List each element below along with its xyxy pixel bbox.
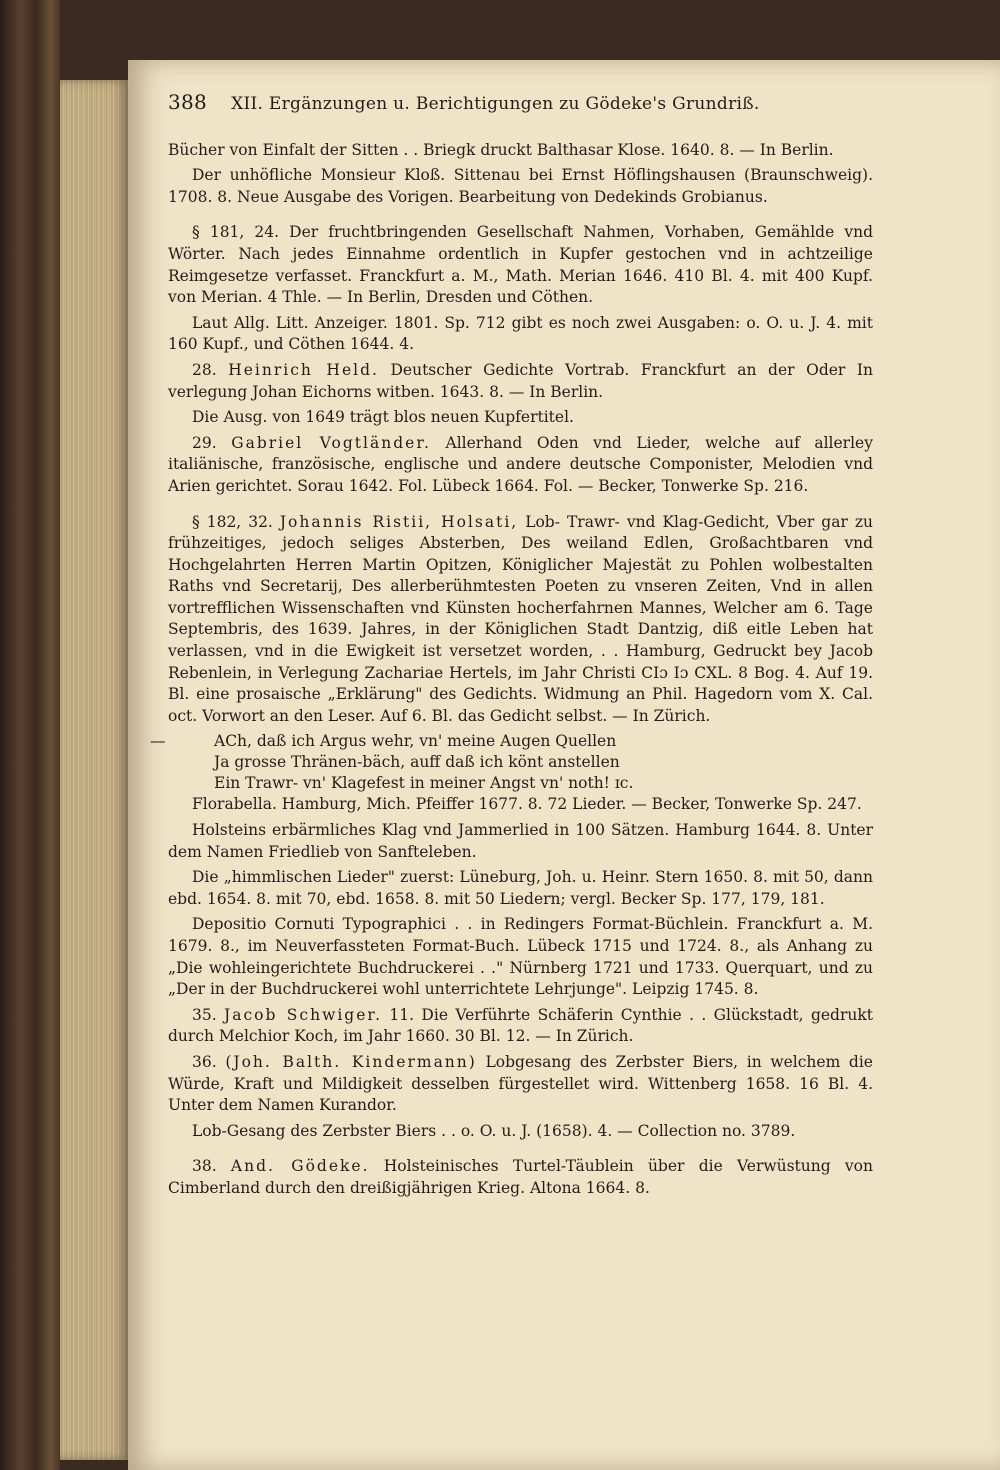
entry-author: Jacob Schwiger. xyxy=(224,1005,383,1024)
entry-text: Lobgesang des Zerbster Biers, in welchem die Würde, Kraft und Mildigkeit desselben fürgestellet wird. Wittenberg 1658. 16 Bl. 4. Unter dem Namen Kurandor. xyxy=(168,1052,873,1115)
entry-text: Allerhand Oden vnd Lieder, welche auf allerley italiänische, französische, englische und andere deutsche Componister, Melodien vnd Arien gerichtet. Sorau 1642. Fol. Lübeck 1664. Fol. — Becker, Tonwerke Sp. 216. xyxy=(168,433,873,495)
verse-line: Ein Trawr- vn' Klagefest in meiner Angst vn' noth! ɪc. xyxy=(214,774,634,793)
entry-32 xyxy=(168,512,873,728)
paragraph: Bücher von Einfalt der Sitten . . Briegk druckt Balthasar Klose. 1640. 8. — In Berlin. xyxy=(168,140,834,159)
paragraph: Der unhöfliche Monsieur Kloß. Sittenau bei Ernst Höflingshausen (Braunschweig). 1708. 8. Neue Ausgabe des Vorigen. Bearbeitung von Dedekinds Grobianus. xyxy=(168,166,873,206)
paragraph: Laut Allg. Litt. Anzeiger. 1801. Sp. 712 gibt es noch zwei Ausgaben: o. O. u. J. 4. mit 160 Kupf., und Cöthen 1644. 4. xyxy=(168,313,873,354)
entry-text: 11. Die Verführte Schäferin Cynthie . . Glückstadt, gedrukt durch Melchior Koch, im Jahr 1660. 30 Bl. 12. — In Zürich. xyxy=(168,1005,873,1046)
page-number: 388 xyxy=(168,90,208,114)
entry-text: Lob- Trawr- vnd Klag-Gedicht, Vber gar zu frühzeitiges, jedoch seliges Absterben, Des weiland Edlen, Großachtbaren vnd Hochgelahrten Herren Martin Opitzen, Königlicher Majestät zu Pohlen wolbestalten Raths vnd Secretarij, Des allerberühmtesten Poeten zu vnseren Zeiten, Vnd in allen vortrefflichen Wissenschaften vnd Künsten hocherfahrnen Mannes, Welcher am 6. Tage Septembris, des 1639. Jahres, in der Königlichen Stadt Dantzig, diß eitle Leben hat verlassen, vnd in die Ewigkeit ist versetzet worden, . . Hamburg, Gedruckt bey Jacob Rebenlein, in Verlegung Zachariae Hertels, im Jahr Christi CIɔ Iɔ CXL. 8 Bog. 4. Auf 19. Bl. eine prosaische „Erklärung" des Gedichts. Widmung an Phil. Hagedorn vom X. Cal. oct. Vorwort an den Leser. Auf 6. Bl. das Gedicht selbst. — In Zürich. xyxy=(168,512,873,725)
book-binding xyxy=(0,0,60,1470)
page-content xyxy=(150,90,873,1204)
paragraph: Lob-Gesang des Zerbster Biers . . o. O. u. J. (1658). 4. — Collection no. 3789. xyxy=(192,1121,796,1140)
paragraph: Die „himmlischen Lieder" zuerst: Lüneburg, Joh. u. Heinr. Stern 1650. 8. mit 50, dann ebd. 1654. 8. mit 70, ebd. 1658. 8. mit 50 Liedern; vergl. Becker Sp. 177, 179, 181. xyxy=(168,868,873,908)
entry-38 xyxy=(168,1156,873,1199)
verse-quote xyxy=(150,731,873,794)
entry-author: Heinrich Held. xyxy=(228,360,379,379)
entry-text: Deutscher Gedichte Vortrab. Franckfurt an der Oder In verlegung Johan Eichorns witben. 1643. 8. — In Berlin. xyxy=(168,360,873,401)
paragraph: Die Ausg. von 1649 trägt blos neuen Kupfertitel. xyxy=(192,408,574,427)
entry-number: 38. xyxy=(192,1157,217,1176)
paragraph: Holsteins erbärmliches Klag vnd Jammerlied in 100 Sätzen. Hamburg 1644. 8. Unter dem Namen Friedlieb von Sanfteleben. xyxy=(168,821,873,861)
entry-28 xyxy=(168,360,873,403)
entry-author: (Joh. Balth. Kindermann) xyxy=(225,1052,477,1071)
entry-author: Gabriel Vogtländer. xyxy=(231,433,431,452)
entry-author: And. Gödeke. xyxy=(230,1157,370,1176)
entry-number: § 182, 32. xyxy=(192,512,273,531)
verse-line: Ja grosse Thränen-bäch, auff daß ich könt anstellen xyxy=(214,753,620,772)
entry-number: 28. xyxy=(192,360,217,379)
entry-number: 35. xyxy=(192,1005,217,1024)
paragraph: § 181, 24. Der fruchtbringenden Gesellschaft Nahmen, Vorhaben, Gemählde vnd Wörter. Nach jedes Einnahme ordentlich in Kupfer gestochen vnd in achtzeilige Reimgesetze verfasset. Franckfurt a. M., Math. Merian 1646. 410 Bl. 4. mit 400 Kupf. von Merian. 4 Thle. — In Berlin, Dresden und Cöthen. xyxy=(168,223,873,307)
paragraph: Depositio Cornuti Typographici . . in Redingers Format-Büchlein. Franckfurt a. M. 1679. 8., im Neuverfassteten Format-Buch. Lübeck 1715 und 1724. 8., als Anhang zu „Die wohleingerichtete Buchdruckerei . ." Nürnberg 1721 und 1733. Querquart, und zu „Der in der Buchdruckerei wohl unterrichtete Lehrjunge". Leipzig 1745. 8. xyxy=(168,915,873,999)
entry-29 xyxy=(168,433,873,498)
entry-author: Johannis Ristii, Holsati, xyxy=(279,512,519,531)
paragraph: Florabella. Hamburg, Mich. Pfeiffer 1677. 8. 72 Lieder. — Becker, Tonwerke Sp. 247. xyxy=(192,795,862,814)
entry-text: Holsteinisches Turtel-Täublein über die Verwüstung von Cimberland durch den dreißigjährigen Krieg. Altona 1664. 8. xyxy=(168,1157,873,1197)
running-head xyxy=(168,92,873,116)
margin-mark: — xyxy=(150,732,166,751)
verse-line: ACh, daß ich Argus wehr, vn' meine Augen Quellen xyxy=(214,732,617,751)
entry-number: 36. xyxy=(192,1052,217,1071)
entry-36 xyxy=(168,1052,873,1117)
entry-35 xyxy=(168,1005,873,1048)
page-edges xyxy=(60,80,128,1460)
entry-number: 29. xyxy=(192,433,217,452)
running-title: XII. Ergänzungen u. Berichtigungen zu Gödeke's Grundriß. xyxy=(231,94,760,114)
